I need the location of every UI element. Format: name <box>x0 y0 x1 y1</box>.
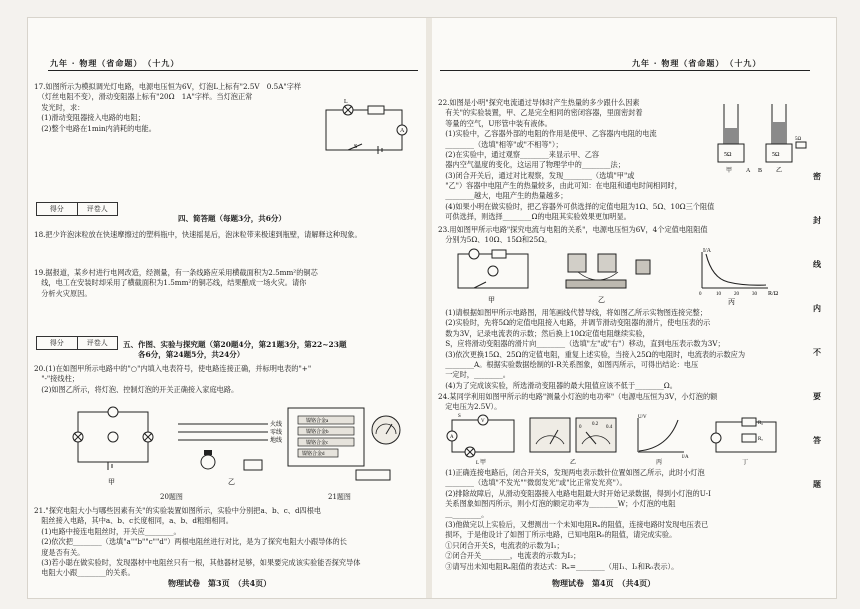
q23-line: (1)请根据如图甲所示电路图，用笔画线代替导线，将如图乙所示实物图连接完整； <box>438 308 707 317</box>
seal-line-char: 密 <box>813 171 821 181</box>
meter-scale: 0.2 <box>592 422 599 427</box>
strip-a-label: 镍铬合金a <box>306 419 329 424</box>
q20-line: (2)如图乙所示，将灯泡、控制灯泡的开关正确接入家庭电路。 <box>34 384 239 394</box>
question-20 <box>34 364 412 395</box>
q20-fig-label-a: 甲 <box>108 478 115 486</box>
header-rule <box>48 70 418 71</box>
q22-line: 器内空气温度的变化，这运用了物理学中的________法； <box>438 160 625 170</box>
seal-line-char: 内 <box>813 303 821 313</box>
q17-line: 发光时，求： <box>34 102 85 112</box>
footer-right: 物理试卷 第4页 （共4页） <box>552 578 656 588</box>
q24-label: R₀ <box>758 421 764 426</box>
q22-line: 有关"的实验装置，甲、乙是完全相同的密闭容器，里面密封着 <box>438 108 643 118</box>
q17-label-a: A <box>400 128 405 134</box>
q23-tick: 20 <box>734 292 739 297</box>
q17-label-s: S <box>354 144 358 150</box>
q23-fig-label: 乙 <box>598 296 605 304</box>
q24-line: ②闭合开关________，电流表的示数为I₂； <box>438 551 581 561</box>
q17-label-l: L <box>344 99 348 105</box>
q24-label: S <box>458 414 461 419</box>
score-label: 得分 <box>37 337 78 349</box>
q23-axis-y: I/A <box>703 248 711 254</box>
question-18 <box>34 230 412 240</box>
q24-axis-x: I/A <box>682 455 689 460</box>
seal-line-char: 封 <box>813 215 821 225</box>
q21-line: 21."探究电阻大小与哪些因素有关"的实验装置如图所示，实验中分别把a、b、c、d四根电 <box>34 506 322 515</box>
q20-figures <box>68 404 308 490</box>
q22-res-label: 5Ω <box>795 137 802 142</box>
q24-line: ③请写出未知电阻Rₓ阻值的表达式：Rₓ=________（用I₁、I₂和R₀表示）。 <box>438 561 679 571</box>
question-24 <box>438 392 808 413</box>
q23-line: 分别为5Ω、10Ω、15Ω和25Ω。 <box>438 235 552 245</box>
q23-line: (4)为了完成该实验，所选滑动变阻器的最大阻值应该不低于________Ω。 <box>438 380 677 390</box>
q24-line: (2)排除故障后，从滑动变阻器接入电路电阻最大时开始记录数据，得到小灯泡的U-I <box>438 488 711 498</box>
q21-figure <box>286 404 416 490</box>
q23-line: 数为3V，记录电流表的示数；然后换上10Ω定值电阻继续实验， <box>438 328 650 338</box>
header-left: 九年 · 物理（省命题） （十九） <box>50 58 180 68</box>
grader-label: 评卷人 <box>86 205 108 213</box>
q23-line: ________A。根据实验数据绘制的I-R关系图象，如图丙所示，可得出结论：电压 <box>438 360 699 370</box>
seal-line-char: 线 <box>813 259 821 269</box>
question-23-cont <box>438 308 808 391</box>
grader-label: 评卷人 <box>86 339 108 347</box>
question-24-cont <box>438 468 808 572</box>
q22-res-label: 5Ω <box>724 152 732 158</box>
q22-fig-label: 甲 <box>726 168 733 174</box>
section-5-title-line: 各6分，第24题5分，共24分） <box>123 350 245 359</box>
question-19 <box>34 268 412 299</box>
q23-line: S，应将滑动变阻器的滑片向________（选填"左"或"右"）移动，直到电压表示数为3V； <box>438 339 725 349</box>
q21-line: 度是否有关。 <box>34 547 85 557</box>
q19-line: 分析火灾原因。 <box>34 288 92 298</box>
q24-line: 损坏，于是他设计了如图丁所示电路，已知电阻R₀的阻值，请完成实验。 <box>438 530 677 540</box>
q20-fig-label-b: 乙 <box>228 478 235 486</box>
q24-curve <box>639 420 678 451</box>
q22-figure <box>712 94 808 174</box>
q17-line: (2)整个电路在1min内消耗的电能。 <box>34 123 156 133</box>
q24-label: A <box>450 435 454 440</box>
q24-line: (3)他做完以上实验后，又想测出一个未知电阻Rₓ的阻值，连接电路时发现电压表已 <box>438 520 709 530</box>
page-4 <box>432 18 836 598</box>
question-23 <box>438 225 808 246</box>
q22-line: 可供选择，则选择________Ω的电阻其实验效果更加明显。 <box>438 212 631 222</box>
seal-line-char: 答 <box>813 435 821 445</box>
q24-line: (1)正确连接电路后，闭合开关S，发现两电表示数针位置如图乙所示，此时小灯泡 <box>438 468 705 477</box>
q23-line: 23.用如图甲所示电路"探究电流与电阻的关系"，电源电压恒为6V，4个定值电阻阻值 <box>438 225 708 234</box>
question-21 <box>34 506 412 579</box>
q24-fig-label: 甲 <box>480 460 487 466</box>
q22-line: 22.如图是小明"探究电流通过导体时产生热量的多少跟什么因素 <box>438 98 640 107</box>
q22-fig-label: 乙 <box>776 168 783 174</box>
q22-res-label: 5Ω <box>772 152 780 158</box>
q17-line: （灯丝电阻不变），滑动变阻器上标有"20Ω 1A"字样。当灯泡正常 <box>34 92 253 102</box>
header-right: 九年 · 物理（省命题） （十九） <box>632 58 762 68</box>
ground-wire-label: 地线 <box>270 438 283 444</box>
q17-line: (1)滑动变阻器接入电路的电阻； <box>34 113 145 123</box>
q19-line: 线，电工在安装时却采用了横截面积为1.5mm²的铜芯线，结果酿成一场火灾。请你 <box>34 278 307 288</box>
q24-line: 定电压为2.5V）。 <box>438 402 502 412</box>
q24-label: V <box>481 419 485 424</box>
q24-line: ________（选填"不发光""微弱发光"或"比正常发光亮"）。 <box>438 478 627 488</box>
q24-label: Rₓ <box>758 437 763 442</box>
q24-fig-label: 丁 <box>742 460 749 466</box>
seal-line-char: 题 <box>813 479 821 489</box>
q21-line: (3)若小聪在做实验时，发现器材中电阻丝只有一根，其他器材足够，如果要完成该实验能否探究导体 <box>34 558 361 568</box>
q18-text: 18.把少许泡沫粒放在快速摩擦过的塑料瓶中，快速摇晃后，泡沫粒带来极速到瓶壁，请解释这种现象。 <box>34 230 362 239</box>
score-label: 得分 <box>37 203 78 215</box>
meter-scale: 0 <box>579 425 582 430</box>
q22-line: ________越大，电阻产生的热量越多； <box>438 191 568 201</box>
seal-line-char: 要 <box>813 391 821 401</box>
q23-line: 一定时，________。 <box>438 370 510 380</box>
q23-tick: 30 <box>752 292 757 297</box>
q24-axis-y: U/V <box>638 415 647 420</box>
header-rule <box>440 70 810 71</box>
section-5-title-line: 五、作图、实验与探究题（第20题4分，第21题3分，第22~23题 <box>123 340 347 349</box>
q23-fig-label: 丙 <box>728 298 735 306</box>
strip-c-label: 镍铬合金c <box>306 441 329 446</box>
q22-line: "乙"）容器中电阻产生的热量较多，由此可知：在电阻和通电时间相同时， <box>438 181 682 190</box>
live-wire-label: 火线 <box>270 422 283 428</box>
q24-line: ＿________。 <box>438 509 489 519</box>
q20-line: 20.(1)在如图甲所示电路中的"○"内填入电表符号，使电路连接正确，并标明电表的"+" <box>34 364 312 373</box>
q21-line: (1)电路中接连电阻丝时，开关应________。 <box>34 526 181 536</box>
q22-fig-label: B <box>758 168 763 174</box>
q17-line: 17.如图所示为模拟调光灯电路，电源电压恒为6V，灯泡L上标有"2.5V 0.5A"字样 <box>34 82 302 91</box>
q22-line: 等量的空气，U形管中装有液体。 <box>438 118 552 128</box>
seal-line-char: 不 <box>813 347 821 357</box>
q24-line: 关系图象如图丙所示，则小灯泡的额定功率为________W；小灯泡的电阻 <box>438 499 676 509</box>
q21-line: (2)依次把________（选填"a""b""c""d"）两根电阻丝进行对比，是为了探究电阻大小跟导体的长 <box>34 537 347 547</box>
q22-line: (4)如果小明在做实验时，把乙容器外可供选择的定值电阻为1Ω、5Ω、10Ω三个阻值 <box>438 201 715 211</box>
q23-fig-label: 甲 <box>488 296 495 304</box>
q24-fig-label: 乙 <box>570 460 577 466</box>
q24-line: ①只闭合开关S，电流表的示数为I₁； <box>438 540 564 550</box>
q22-line: (3)闭合开关后，通过对比观察，发现________（选填"甲"或 <box>438 170 635 180</box>
score-box <box>36 202 118 216</box>
q23-figures <box>448 248 793 306</box>
score-box <box>36 336 118 350</box>
fig-caption-21: 21题图 <box>328 493 351 501</box>
q22-line: ________（选填"相等"或"不相等"）； <box>438 139 563 149</box>
q21-line: 阻丝接入电路，其中a、b、c长度相同，a、b、d粗细相同。 <box>34 516 233 526</box>
question-22-cont <box>438 181 793 223</box>
q23-curve <box>706 254 766 285</box>
q23-tick: 0 <box>699 292 702 297</box>
strip-b-label: 镍铬合金b <box>306 430 329 435</box>
strip-d-label: 镍铬合金d <box>302 452 325 457</box>
q24-figures <box>446 414 796 466</box>
q19-line: 19.据报道，某乡村进行电网改造，经测量，有一条线路应采用横截面积为2.5mm²的铜芯 <box>34 268 318 277</box>
q23-line: (2)实验时，先将5Ω的定值电阻接入电路，并调节滑动变阻器的滑片，使电压表的示 <box>438 318 711 328</box>
page-3 <box>28 18 426 598</box>
q23-tick: 10 <box>716 292 721 297</box>
q23-line: (3)依次更换15Ω、25Ω的定值电阻，重复上述实验，当接入25Ω的电阻时，电流表的示数应为 <box>438 349 746 359</box>
section-4-title: 四、简答题（每题3分，共6分） <box>178 214 286 223</box>
q22-line: (1)实验中，乙容器外部的电阻的作用是使甲、乙容器内电阻的电流 <box>438 129 657 139</box>
section-5-title <box>123 340 419 360</box>
q24-label: L <box>476 461 480 466</box>
question-22 <box>438 98 706 181</box>
q23-axis-x: R/Ω <box>768 291 779 297</box>
exam-sheet <box>28 18 836 598</box>
footer-left: 物理试卷 第3页 （共4页） <box>168 578 272 588</box>
q20-line: "-"接线柱； <box>34 374 79 384</box>
q17-circuit-diagram <box>318 99 410 156</box>
q24-fig-label: 丙 <box>656 460 663 466</box>
fig-caption-20: 20题图 <box>160 493 183 501</box>
q21-line: 电阻大小跟________的关系。 <box>34 568 135 578</box>
neutral-wire-label: 零线 <box>270 430 283 436</box>
q22-fig-label: A <box>746 168 751 174</box>
meter-scale: 0.4 <box>606 425 613 430</box>
q22-line: (2)在实验中，通过观察________来显示甲、乙容 <box>438 150 600 160</box>
q24-line: 24.某同学利用如图甲所示的电路"测量小灯泡的电功率"（电源电压恒为3V，小灯泡的额 <box>438 392 718 401</box>
